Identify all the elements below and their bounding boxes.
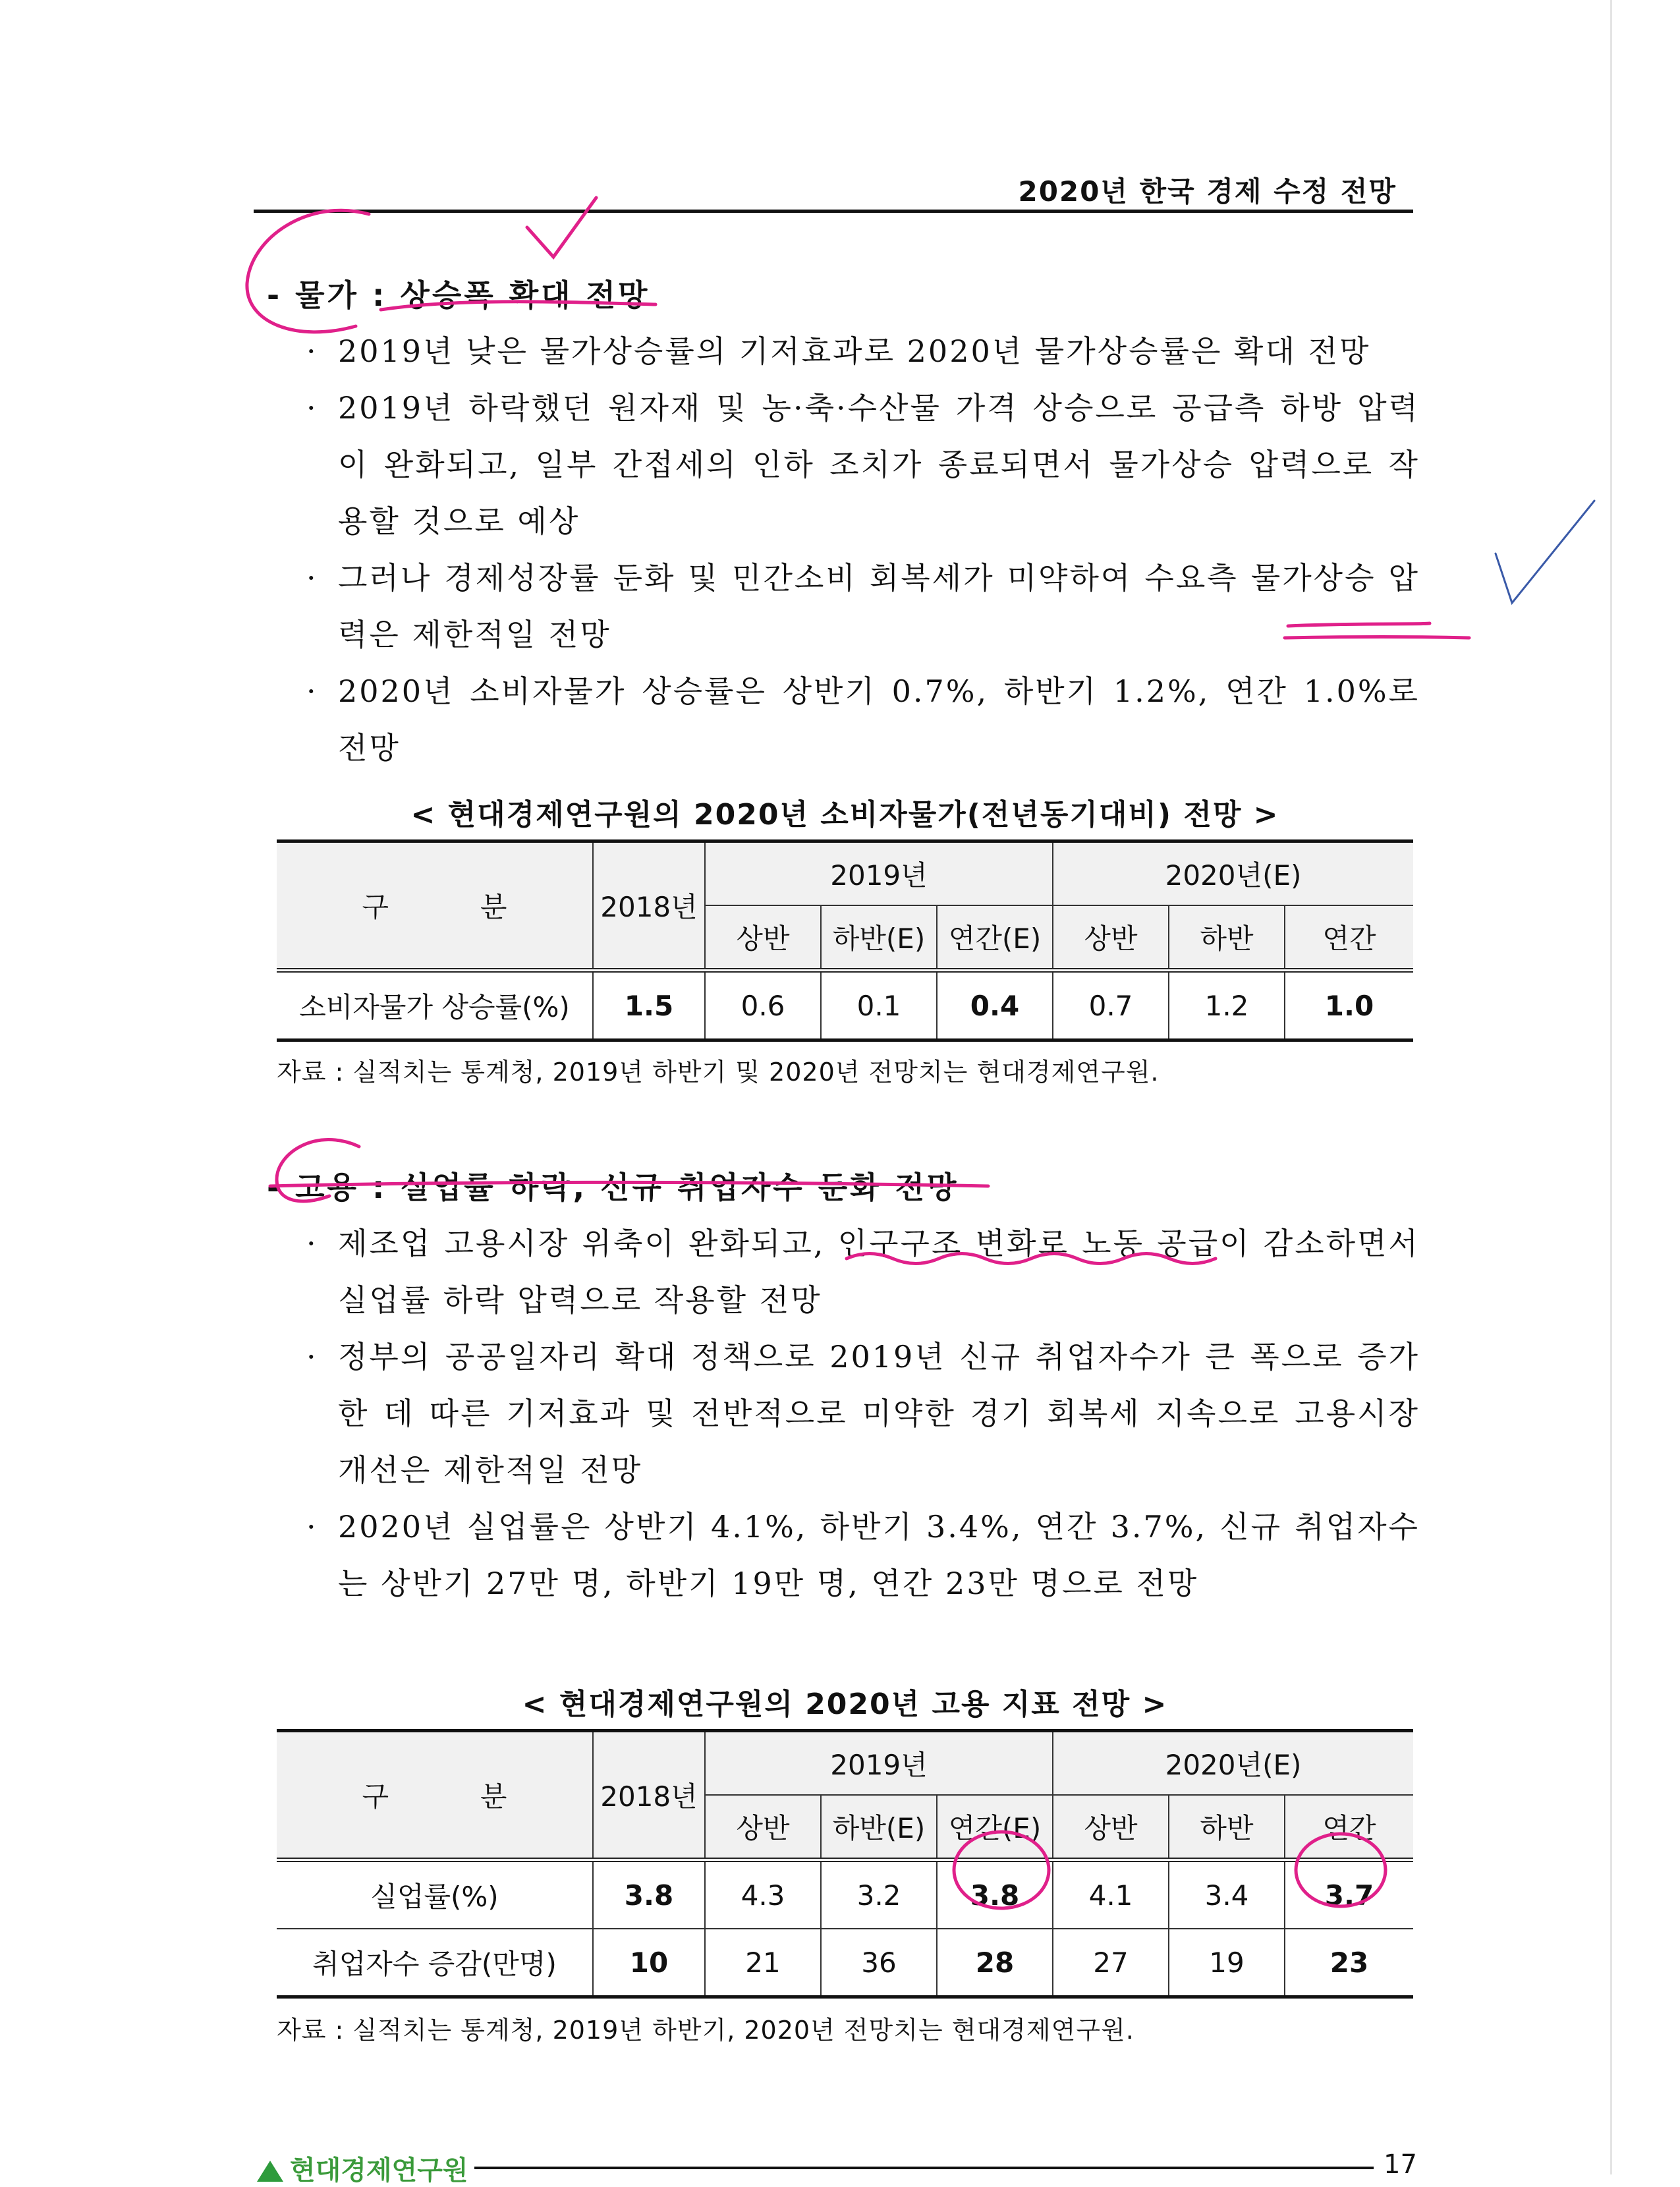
employment-bullet-list (306, 1215, 1420, 1612)
bullet-dot: · (306, 390, 318, 426)
cell-value: 23 (1285, 1929, 1413, 1997)
cell-value: 19 (1169, 1929, 1285, 1997)
row-label: 취업자수 증감(만명) (277, 1929, 593, 1997)
header-2019: 2019년 (705, 1731, 1053, 1796)
checkmark-icon (1496, 501, 1594, 603)
bullet-text: 그러나 경제성장률 둔화 및 민간소비 회복세가 미약하여 수요측 물가상승 압력은 제한적일 전망 (338, 560, 1420, 652)
header-2018: 2018년 (593, 841, 705, 971)
cell-value: 3.7 (1285, 1860, 1413, 1929)
cell-value: 4.3 (705, 1860, 821, 1929)
header-2019-h2: 하반(E) (821, 1795, 937, 1860)
header-2019-annual: 연간(E) (937, 1795, 1053, 1860)
cell-value: 1.2 (1169, 971, 1285, 1040)
logo-triangle-icon (257, 2161, 283, 2182)
header-2020-h2: 하반 (1169, 1795, 1285, 1860)
page-edge (1610, 0, 1612, 2174)
price-bullet (306, 380, 1420, 550)
cell-value: 3.4 (1169, 1860, 1285, 1929)
table-caption-employment: < 현대경제연구원의 2020년 고용 지표 전망 > (522, 1688, 1168, 1721)
table-row (277, 1929, 1413, 1997)
cell-value: 0.7 (1053, 971, 1169, 1040)
page-number: 17 (1384, 2149, 1417, 2180)
source-note-cpi: 자료 : 실적치는 통계청, 2019년 하반기 및 2020년 전망치는 현대경제연구원. (277, 1058, 1160, 1087)
header-2019-annual: 연간(E) (937, 905, 1053, 971)
bullet-dot: · (306, 1339, 318, 1375)
employment-forecast-table (277, 1729, 1413, 1999)
header-2020-h1: 상반 (1053, 1795, 1169, 1860)
bullet-text: 2019년 낮은 물가상승률의 기저효과로 2020년 물가상승률은 확대 전망 (338, 333, 1371, 369)
header-2020-h2: 하반 (1169, 905, 1285, 971)
bullet-text: 2019년 하락했던 원자재 및 농·축·수산물 가격 상승으로 공급측 하방 압력이 완화되고, 일부 간접세의 인하 조치가 종료되면서 물가상승 압력으로 작용할 것으로 예상 (338, 390, 1420, 539)
header-2020: 2020년(E) (1053, 1731, 1413, 1796)
bullet-dot: · (306, 673, 318, 709)
cell-value: 0.1 (821, 971, 937, 1040)
cell-value: 21 (705, 1929, 821, 1997)
source-note-employment: 자료 : 실적치는 통계청, 2019년 하반기, 2020년 전망치는 현대경제연구원. (277, 2016, 1134, 2045)
header-2019: 2019년 (705, 841, 1053, 906)
cell-value: 1.0 (1285, 971, 1413, 1040)
header-2019-h1: 상반 (705, 905, 821, 971)
cell-value: 10 (593, 1929, 705, 1997)
header-2019-h2: 하반(E) (821, 905, 937, 971)
bullet-text: 정부의 공공일자리 확대 정책으로 2019년 신규 취업자수가 큰 폭으로 증가한 데 따른 기저효과 및 전반적으로 미약한 경기 회복세 지속으로 고용시장 개선은 제한적일 전망 (338, 1339, 1420, 1488)
price-bullet (306, 323, 1420, 380)
row-label: 소비자물가 상승률(%) (277, 971, 593, 1040)
table-caption-cpi: < 현대경제연구원의 2020년 소비자물가(전년동기대비) 전망 > (410, 798, 1279, 832)
section-title-employment: - 고용 : 실업률 하락, 신규 취업자수 둔화 전망 (267, 1170, 959, 1205)
price-bullet-list (306, 323, 1420, 776)
cpi-forecast-table (277, 839, 1413, 1042)
bullet-text: 2020년 소비자물가 상승률은 상반기 0.7%, 하반기 1.2%, 연간 1.0%로 전망 (338, 673, 1420, 766)
cell-value: 28 (937, 1929, 1053, 1997)
cell-value: 27 (1053, 1929, 1169, 1997)
footer-rule (474, 2167, 1374, 2169)
employment-bullet (306, 1498, 1420, 1612)
header-rule (254, 210, 1413, 213)
employment-bullet (306, 1215, 1420, 1328)
section-title-price: - 물가 : 상승폭 확대 전망 (267, 277, 650, 313)
cell-value: 4.1 (1053, 1860, 1169, 1929)
table-row (277, 971, 1413, 1040)
bullet-dot: · (306, 1226, 318, 1261)
running-header-title: 2020년 한국 경제 수정 전망 (1018, 175, 1397, 208)
cell-value: 36 (821, 1929, 937, 1997)
header-2020-h1: 상반 (1053, 905, 1169, 971)
cell-value: 0.4 (937, 971, 1053, 1040)
header-2020-annual: 연간 (1285, 1795, 1413, 1860)
cell-value: 3.2 (821, 1860, 937, 1929)
price-bullet (306, 663, 1420, 776)
row-label: 실업률(%) (277, 1860, 593, 1929)
header-2020: 2020년(E) (1053, 841, 1413, 906)
header-category: 구 분 (277, 841, 593, 971)
footer-org-name: 현대경제연구원 (290, 2155, 468, 2186)
checkmark-icon (527, 198, 596, 257)
header-category: 구 분 (277, 1731, 593, 1860)
price-bullet (306, 550, 1420, 663)
bullet-dot: · (306, 1509, 318, 1545)
header-2019-h1: 상반 (705, 1795, 821, 1860)
cell-value: 1.5 (593, 971, 705, 1040)
header-2018: 2018년 (593, 1731, 705, 1860)
header-2020-annual: 연간 (1285, 905, 1413, 971)
cell-value: 3.8 (937, 1860, 1053, 1929)
bullet-text: 제조업 고용시장 위축이 완화되고, 인구구조 변화로 노동 공급이 감소하면서 실업률 하락 압력으로 작용할 전망 (338, 1226, 1420, 1318)
cell-value: 0.6 (705, 971, 821, 1040)
cell-value: 3.8 (593, 1860, 705, 1929)
footer-logo (257, 2149, 468, 2187)
bullet-dot: · (306, 560, 318, 596)
table-row (277, 1860, 1413, 1929)
employment-bullet (306, 1328, 1420, 1498)
bullet-dot: · (306, 333, 318, 369)
bullet-text: 2020년 실업률은 상반기 4.1%, 하반기 3.4%, 연간 3.7%, 신규 취업자수는 상반기 27만 명, 하반기 19만 명, 연간 23만 명으로 전망 (338, 1509, 1420, 1601)
